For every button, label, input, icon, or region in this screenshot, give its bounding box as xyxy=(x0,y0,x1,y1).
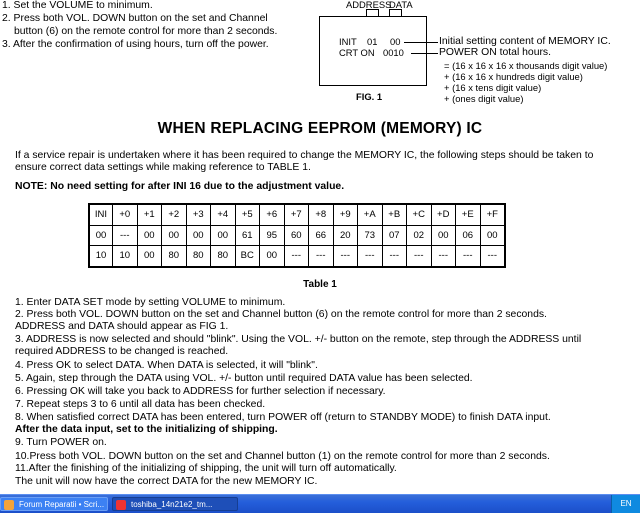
fig1-address-tick-r xyxy=(378,9,379,16)
table-cell: --- xyxy=(358,246,383,267)
fig1-formula-3: + (16 x tens digit value) xyxy=(444,82,542,93)
step-line: ADDRESS and DATA should appear as FIG 1. xyxy=(15,321,229,332)
table-cell: --- xyxy=(431,246,456,267)
taskbar-item-label: toshiba_14n21e2_tm... xyxy=(131,500,213,509)
step-line-bold: After the data input, set to the initializing of shipping. xyxy=(15,424,278,435)
memory-table xyxy=(88,203,506,268)
taskbar-item-toshiba[interactable] xyxy=(112,497,238,511)
table-cell: 80 xyxy=(186,246,211,267)
table-header-cell: +1 xyxy=(137,204,162,225)
step-line: 10.Press both VOL. DOWN button on the set and Channel button (1) on the remote control for more than 2 seconds. xyxy=(15,451,550,462)
top-step-3: 3. After the confirmation of using hours, turn off the power. xyxy=(2,39,269,50)
table-cell: 66 xyxy=(309,225,334,246)
table-cell: 80 xyxy=(211,246,236,267)
step-line: 9. Turn POWER on. xyxy=(15,437,107,448)
step-line: 4. Press OK to select DATA. When DATA is selected, it will "blink". xyxy=(15,360,318,371)
table-header-cell: +F xyxy=(480,204,505,225)
table-row xyxy=(89,225,505,246)
table-header-cell: +B xyxy=(382,204,407,225)
fig1-data-bracket xyxy=(389,9,401,10)
table-header-cell: +2 xyxy=(162,204,187,225)
table-header-cell: +3 xyxy=(186,204,211,225)
section-heading: WHEN REPLACING EEPROM (MEMORY) IC xyxy=(157,120,483,137)
table-header-row xyxy=(89,204,505,225)
table-cell: --- xyxy=(113,225,138,246)
table-caption: Table 1 xyxy=(303,279,337,290)
step-line: 11.After the finishing of the initializing of shipping, the unit will turn off automatically. xyxy=(15,463,397,474)
table-cell: 00 xyxy=(431,225,456,246)
top-step-1: 1. Set the VOLUME to minimum. xyxy=(2,0,153,11)
table-header-cell: +4 xyxy=(211,204,236,225)
table-cell: 00 xyxy=(186,225,211,246)
table-cell: 00 xyxy=(137,225,162,246)
table-cell: --- xyxy=(284,246,309,267)
fig1-pointer-initial xyxy=(404,42,438,43)
step-line: 3. ADDRESS is now selected and should "blink". Using the VOL. +/- button on the remote, step through the ADDRESS until xyxy=(15,334,582,345)
table-cell: 00 xyxy=(260,246,285,267)
fig1-caption: FIG. 1 xyxy=(356,91,383,102)
table-cell: 00 xyxy=(211,225,236,246)
table-row xyxy=(89,246,505,267)
fig1-row2-label: CRT ON xyxy=(339,47,375,58)
table-cell: 00 xyxy=(89,225,113,246)
table-cell: 00 xyxy=(137,246,162,267)
intro-line-1: If a service repair is undertaken where it has been required to change the MEMORY IC, the following steps should be taken to xyxy=(15,150,594,161)
fig1-address-header: ADDRESS xyxy=(346,0,392,10)
table-cell: 06 xyxy=(456,225,481,246)
fig1-address-tick-l xyxy=(366,9,367,16)
note-line: NOTE: No need setting for after INI 16 due to the adjustment value. xyxy=(15,181,345,192)
table-cell: 95 xyxy=(260,225,285,246)
table-header-cell: +8 xyxy=(309,204,334,225)
fig1-note-initial: Initial setting content of MEMORY IC. xyxy=(439,36,611,47)
table-header-cell: +0 xyxy=(113,204,138,225)
intro-line-2: ensure correct data settings while making reference to TABLE 1. xyxy=(15,162,311,173)
fig1-formula-4: + (ones digit value) xyxy=(444,93,524,104)
step-line: 1. Enter DATA SET mode by setting VOLUME to minimum. xyxy=(15,297,286,308)
step-line: 7. Repeat steps 3 to 6 until all data has been checked. xyxy=(15,399,266,410)
table-cell: --- xyxy=(382,246,407,267)
fig1-data-tick-l xyxy=(389,9,390,16)
step-line: 6. Pressing OK will take you back to ADDRESS for further selection if necessary. xyxy=(15,386,386,397)
step-line: required ADDRESS to be changed is reached. xyxy=(15,346,229,357)
fig1-formula-1: = (16 x 16 x 16 x thousands digit value) xyxy=(444,60,608,71)
top-step-2-cont xyxy=(14,26,277,38)
table-header-cell: +5 xyxy=(235,204,260,225)
top-step-2: 2. Press both VOL. DOWN button on the set and Channel xyxy=(2,13,268,24)
fig1-row1-label: INIT xyxy=(339,36,357,47)
table-header-cell: +7 xyxy=(284,204,309,225)
pdf-icon xyxy=(116,500,126,510)
fig1-row1-data: 00 xyxy=(390,36,401,47)
table-cell: 80 xyxy=(162,246,187,267)
fig1-address-bracket xyxy=(366,9,378,10)
fig1-row1-address: 01 xyxy=(367,36,378,47)
table-header-cell: +A xyxy=(358,204,383,225)
table-cell: BC xyxy=(235,246,260,267)
fig1-note-power: POWER ON total hours. xyxy=(439,47,552,58)
table-cell: 60 xyxy=(284,225,309,246)
fig1-pointer-power xyxy=(411,53,438,54)
table-cell: --- xyxy=(333,246,358,267)
fig1-data-tick-r xyxy=(401,9,402,16)
table-cell: 07 xyxy=(382,225,407,246)
table-cell: 61 xyxy=(235,225,260,246)
table-cell: --- xyxy=(309,246,334,267)
table-header-cell: +E xyxy=(456,204,481,225)
fig1-row2-data: 0010 xyxy=(383,47,404,58)
table-cell: 20 xyxy=(333,225,358,246)
taskbar xyxy=(0,494,640,513)
step-line: 5. Again, step through the DATA using VOL. +/- button until required DATA value has been selected. xyxy=(15,373,473,384)
fig1-data-header: DATA xyxy=(389,0,413,10)
table-header-cell: +6 xyxy=(260,204,285,225)
step-line: 2. Press both VOL. DOWN button on the set and Channel button (6) on the remote control for more than 2 seconds. xyxy=(15,309,547,320)
table-cell: 00 xyxy=(480,225,505,246)
top-step-2-text: button (6) on the remote control for more than 2 seconds. xyxy=(14,26,278,37)
language-indicator[interactable]: EN xyxy=(611,495,640,513)
table-cell: --- xyxy=(407,246,432,267)
table-cell: 10 xyxy=(89,246,113,267)
table-header-cell: +9 xyxy=(333,204,358,225)
fig1-formula-2: + (16 x 16 x hundreds digit value) xyxy=(444,71,583,82)
taskbar-item-forum[interactable] xyxy=(0,497,108,511)
step-line: The unit will now have the correct DATA for the new MEMORY IC. xyxy=(15,476,318,487)
table-header-cell: INI xyxy=(89,204,113,225)
table-cell: 02 xyxy=(407,225,432,246)
table-cell: 00 xyxy=(162,225,187,246)
taskbar-item-label: Forum Reparatii • Scri... xyxy=(19,500,105,509)
step-line: 8. When satisfied correct DATA has been entered, turn POWER off (return to STANDBY MODE) to finish DATA input. xyxy=(15,412,551,423)
table-cell: --- xyxy=(456,246,481,267)
table-cell: 73 xyxy=(358,225,383,246)
table-cell: 10 xyxy=(113,246,138,267)
browser-icon xyxy=(4,500,14,510)
table-cell: --- xyxy=(480,246,505,267)
table-header-cell: +C xyxy=(407,204,432,225)
table-header-cell: +D xyxy=(431,204,456,225)
